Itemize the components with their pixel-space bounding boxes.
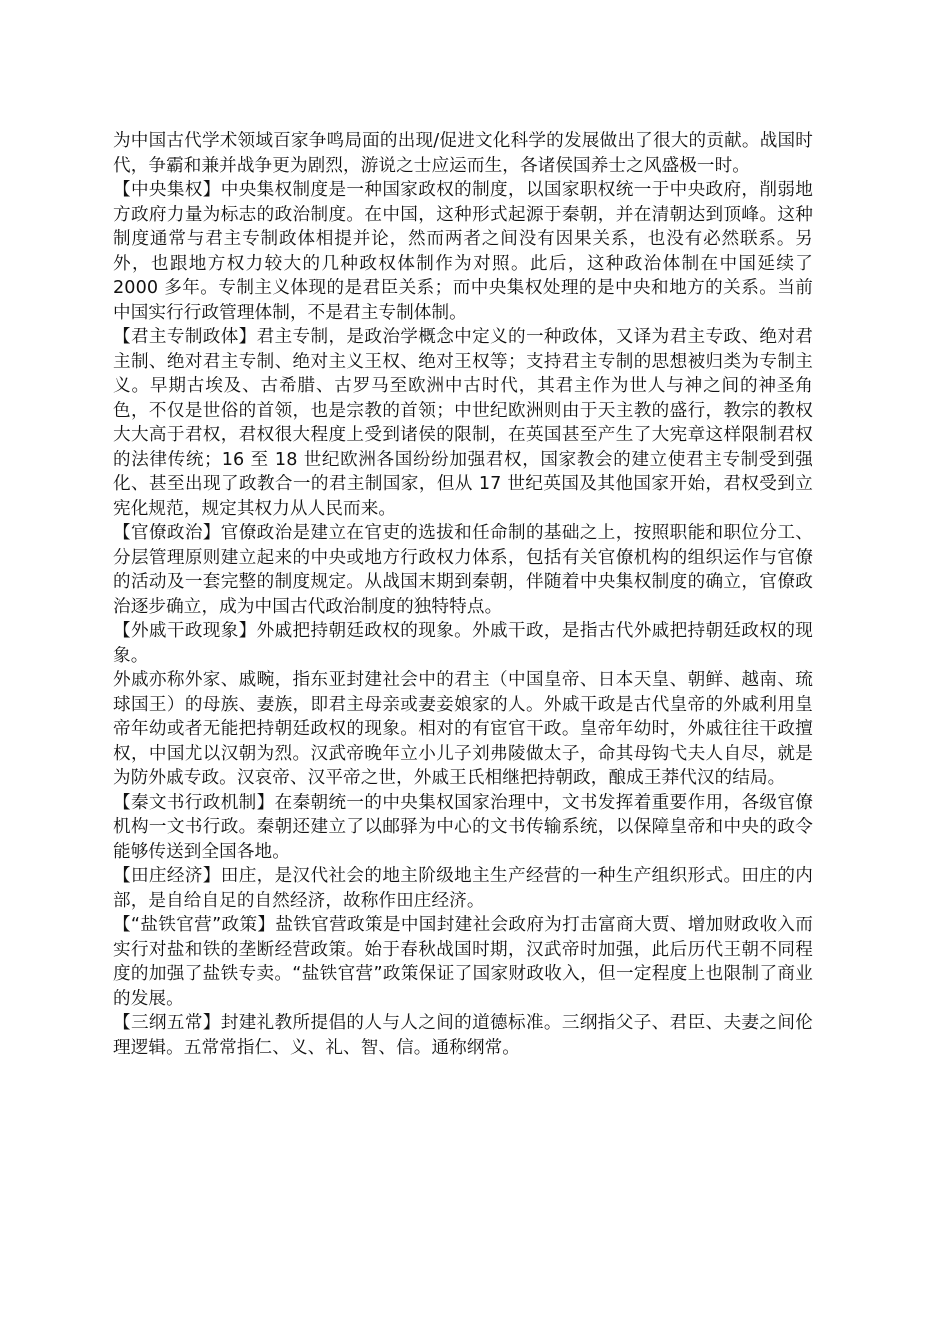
paragraph-central-centralization (113, 178, 813, 325)
paragraph-text: 封建礼教所提倡的人与人之间的道德标准。三纲指父子、君臣、夫妻之间伦理逻辑。五常常指仁、义、礼、智、信。通称纲常。 (113, 1013, 813, 1058)
document-page (113, 129, 813, 1060)
paragraph-text: 官僚政治是建立在官吏的选拔和任命制的基础之上，按照职能和职位分工、分层管理原则建立起来的中央或地方行政权力体系，包括有关官僚机构的组织运作与官僚的活动及一套完整的制度规定。从战国末期到秦朝，伴随着中央集权制度的确立，官僚政治逐步确立，成为中国古代政治制度的独特特点。 (113, 523, 813, 617)
paragraph-term: 【中央集权】 (113, 180, 221, 200)
paragraph-text: 为中国古代学术领域百家争鸣局面的出现/促进文化科学的发展做出了很大的贡献。战国时代，争霸和兼并战争更为剧烈，游说之士应运而生，各诸侯国养士之风盛极一时。 (113, 131, 813, 176)
paragraph-term: 【田庄经济】 (113, 866, 221, 886)
paragraph-text: 君主专制，是政治学概念中定义的一种政体，又译为君主专政、绝对君主制、绝对君主专制、绝对主义王权、绝对王权等；支持君主专制的思想被归类为专制主义。早期古埃及、古希腊、古罗马至欧洲中古时代，其君主作为世人与神之间的神圣角色，不仅是世俗的首领，也是宗教的首领；中世纪欧洲则由于天主教的盛行，教宗的教权大大高于君权，君权很大程度上受到诸侯的限制，在英国甚至产生了大宪章这样限制君权的法律传统；16 至 18 世纪欧洲各国纷纷加强君权，国家教会的建立使君主专制受到强化、甚至出现了政教合一的君主制国家，但从 17 世纪英国及其他国家开始，君权受到立宪化规范，规定其权力从人民而来。 (113, 327, 813, 519)
paragraph-term: 【外戚干政现象】 (113, 621, 257, 641)
paragraph-bureaucracy (113, 521, 813, 619)
paragraph-term: 【秦文书行政机制】 (113, 792, 275, 813)
paragraph-qin-documents (113, 791, 813, 865)
paragraph-text: 田庄，是汉代社会的地主阶级地主生产经营的一种生产组织形式。田庄的内部，是自给自足的自然经济，故称作田庄经济。 (113, 866, 813, 911)
paragraph-text: 盐铁官营政策是中国封建社会政府为打击富商大贾、增加财政收入而实行对盐和铁的垄断经营政策。始于春秋战国时期，汉武帝时加强，此后历代王朝不同程度的加强了盐铁专卖。“盐铁官营”政策保证了国家财政收入，但一定程度上也限制了商业的发展。 (113, 915, 813, 1009)
paragraph-term: 【“盐铁官营”政策】 (113, 915, 276, 935)
paragraph-term: 【君主专制政体】 (113, 327, 257, 347)
paragraph-text: 在秦朝统一的中央集权国家治理中，文书发挥着重要作用，各级官僚机构一文书行政。秦朝还建立了以邮驿为中心的文书传输系统，以保障皇帝和中央的政令能够传送到全国各地。 (113, 792, 813, 862)
paragraph-term: 【官僚政治】 (113, 523, 221, 543)
paragraph-salt-iron-policy (113, 913, 813, 1011)
paragraph-consort-clan-detail (113, 668, 813, 791)
paragraph-term: 【三纲五常】 (113, 1013, 221, 1033)
paragraph-text: 外戚把持朝廷政权的现象。外戚干政，是指古代外戚把持朝廷政权的现象。 (113, 621, 813, 666)
paragraph-autocracy (113, 325, 813, 521)
paragraph-text: 中央集权制度是一种国家政权的制度，以国家职权统一于中央政府，削弱地方政府力量为标志的政治制度。在中国，这种形式起源于秦朝，并在清朝达到顶峰。这种制度通常与君主专制政体相提并论，然而两者之间没有因果关系，也没有必然联系。另外，也跟地方权力较大的几种政权体制作为对照。此后，这种政治体制在中国延续了 2000 多年。专制主义体现的是君臣关系；而中央集权处理的是中央和地方的关系。当前中国实行行政管理体制，不是君主专制体制。 (113, 180, 813, 323)
paragraph-intro-continuation (113, 129, 813, 178)
paragraph-three-cardinal-guides (113, 1011, 813, 1060)
paragraph-consort-clan (113, 619, 813, 668)
paragraph-text: 外戚亦称外家、戚畹，指东亚封建社会中的君主（中国皇帝、日本天皇、朝鲜、越南、琉球国王）的母族、妻族，即君主母亲或妻妾娘家的人。外戚干政是古代皇帝的外戚利用皇帝年幼或者无能把持朝廷政权的现象。相对的有宦官干政。皇帝年幼时，外戚往往干政擅权，中国尤以汉朝为烈。汉武帝晚年立小儿子刘弗陵做太子，命其母钩弋夫人自尽，就是为防外戚专政。汉哀帝、汉平帝之世，外戚王氏相继把持朝政，酿成王莽代汉的结局。 (113, 670, 813, 788)
paragraph-manor-economy (113, 864, 813, 913)
